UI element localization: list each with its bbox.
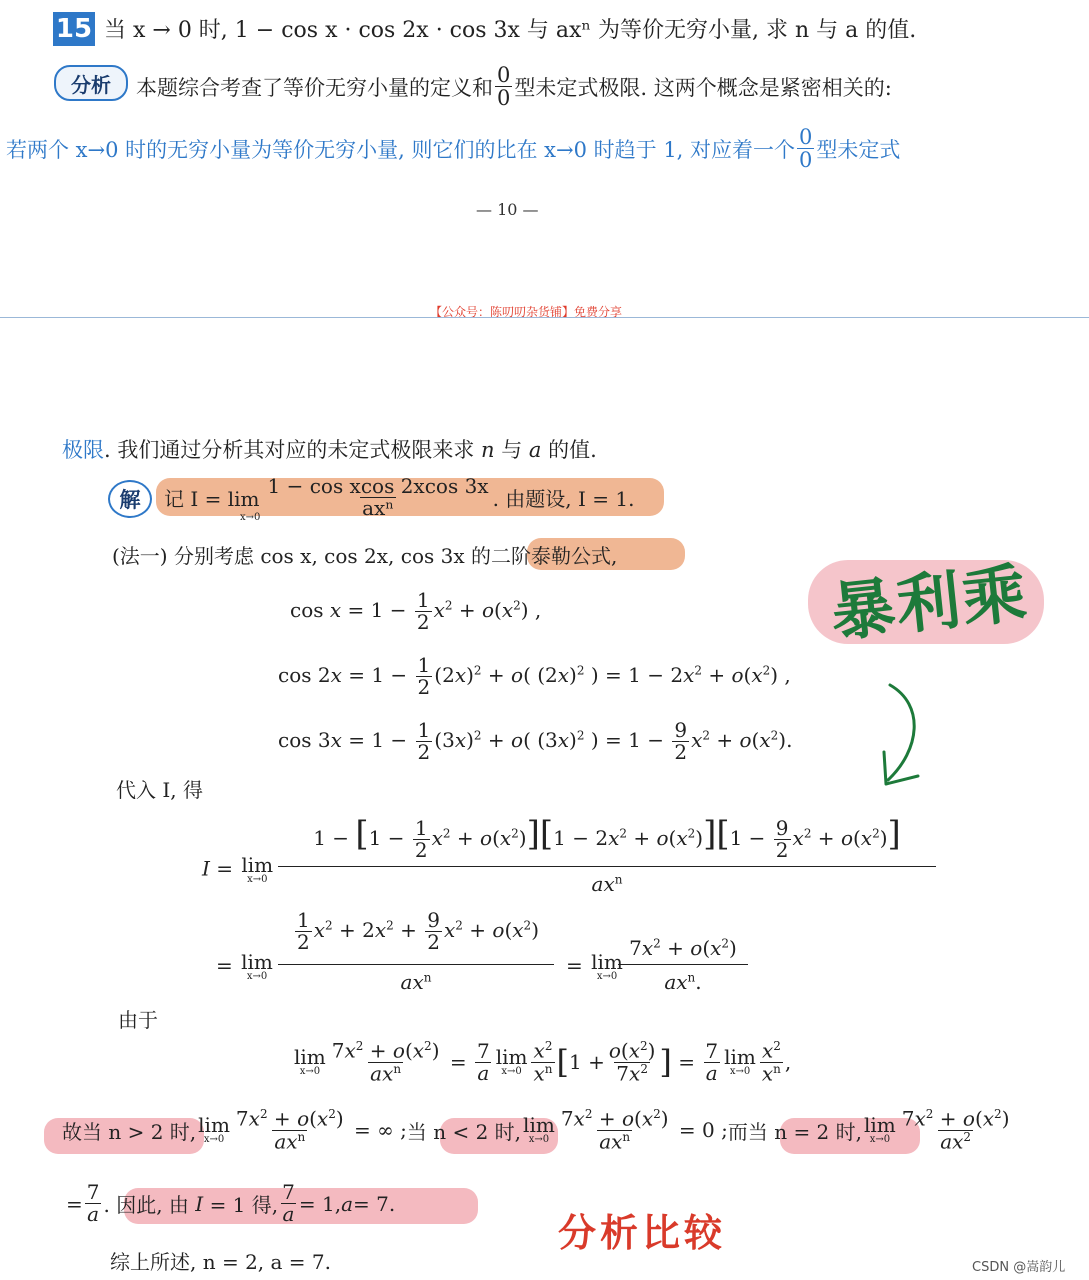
- frac-den: 0: [799, 148, 813, 173]
- line3-expression: lim x→0 $\frac{7x^2 + o(x^2)}{ax^n}$ = $\frac{7}{a}$ lim x→0 $\frac{x^2}{x^n}$ [ 1 + $\frac{o(x^2)}{7x^2}$ ] = $\frac{7}{a}$ lim x→0 $\frac{x^2}{x^n}$ ,: [294, 1038, 792, 1086]
- case2-text: 当 n < 2 时,: [406, 1119, 522, 1144]
- step2-rhs-num: $7x^2 + o(x^2)$: [629, 936, 737, 960]
- watermark: 【公众号：陈叨叨杂货铺】免费分享: [430, 305, 623, 319]
- step2-denominator: $ax^n$: [400, 970, 432, 994]
- taylor-cos-2x: cos 2x = 1 − $\frac{1}{2}$ $(2x)^2 + o$( $(2x)^2$ ) = $1 - 2x^2 + o(x^2)$ ,: [278, 653, 791, 699]
- method1-highlight-text: 二阶泰勒公式,: [490, 544, 618, 568]
- analysis-line-2-pre: 若两个 x→0 时的无穷小量为等价无穷小量, 则它们的比在 x→0 时趋于 1, 对应着一个: [6, 137, 796, 162]
- step2-rhs-lim: = lim x→0: [566, 950, 623, 982]
- step2-numerator: $\frac{1}{2}$ $x^2 + 2x^2$ + $\frac{9}{2}$ $x^2 + o(x^2)$: [297, 908, 539, 954]
- problem-statement: 当 x → 0 时, 1 − cos x · cos 2x · cos 3x 与 axⁿ 为等价无穷小量, 求 n 与 a 的值.: [104, 18, 917, 43]
- analysis-line-2-post: 型未定式: [816, 137, 901, 162]
- analysis-line-1-pre: 本题综合考查了等价无穷小量的定义和: [136, 75, 493, 100]
- big-fraction-denominator: $ax^n$: [591, 872, 623, 896]
- footer-credit: CSDN @嵩韵儿: [972, 1260, 1066, 1275]
- substitute-label: 代入 I, 得: [116, 778, 203, 802]
- solution-badge: 解: [108, 480, 152, 518]
- step2-rhs-bar: [618, 964, 748, 965]
- analysis-badge: 分析: [54, 65, 128, 101]
- frac-num: 0: [497, 63, 511, 87]
- case3-text: 而当 n = 2 时,: [727, 1119, 862, 1144]
- big-fraction-bar: [278, 866, 936, 867]
- definition-pre: 记 I = lim: [164, 487, 260, 511]
- definition-num: 1 − cos xcos 2xcos 3x: [267, 474, 489, 498]
- step2-lim: = lim x→0: [216, 950, 273, 982]
- method1-line: [112, 540, 617, 569]
- page-number: — 10 —: [476, 200, 539, 219]
- step2-rhs-den: $ax^n$.: [664, 970, 702, 994]
- definition-fraction: [266, 476, 491, 519]
- analysis-fraction-1: [495, 64, 512, 109]
- definition-den: axⁿ: [362, 496, 394, 520]
- page-divider: [0, 317, 1089, 318]
- problem-number-badge: 15: [53, 12, 95, 46]
- frac-num: 0: [799, 125, 813, 149]
- red-handwritten-note: 分析比较: [558, 1211, 727, 1255]
- frac-den: 0: [497, 86, 511, 111]
- continuation-visible: . 我们通过分析其对应的未定式极限来求 n 与 a 的值.: [104, 438, 597, 462]
- case2-result: = 0 ;: [678, 1118, 728, 1143]
- case1-text: 故当 n > 2 时,: [62, 1119, 197, 1144]
- summary-line: 综上所述, n = 2, a = 7.: [110, 1250, 331, 1274]
- analysis-line-2: [6, 126, 900, 171]
- method1-pre: (法一) 分别考虑 cos x, cos 2x, cos 3x 的: [112, 544, 491, 568]
- big-I-lim: I = lim x→0: [202, 853, 274, 885]
- taylor-cos-3x: cos 3x = 1 − $\frac{1}{2}$ $(3x)^2 + o$( $(3x)^2$ ) = 1 − $\frac{9}{2}$ $x^2 + o(x^2)$.: [278, 718, 793, 764]
- solution-definition: [164, 476, 634, 519]
- definition-post: . 由题设, I = 1.: [492, 487, 635, 511]
- conclusion-line: = $\frac{7}{a}$ . 因此, 由 I = 1 得, $\frac{7}{a}$ = 1, a = 7.: [66, 1180, 396, 1226]
- cases-line: 故当 n > 2 时, lim x→0 $\frac{7x^2 + o(x^2)}{ax^n}$ = ∞ ; 当 n < 2 时, lim x→0 $\frac{7x^2 + o(x^2)}{ax^n}$ = 0 ; 而当 n = 2 时, lim x→0 $\frac{7x^2 + o(x^2)}{ax^2}$: [62, 1106, 1010, 1154]
- because-label: 由于: [118, 1008, 158, 1032]
- analysis-line-1: [136, 64, 892, 109]
- continuation-text: [62, 434, 597, 464]
- green-arrow-icon: [870, 680, 940, 795]
- taylor-cos-x: cos x = 1 − $\frac{1}{2}$ $x^2 + o(x^2)$ ,: [290, 588, 542, 634]
- continuation-start: 极限: [62, 438, 104, 462]
- green-handwritten-note: 暴利乘: [827, 556, 1032, 652]
- analysis-fraction-2: [797, 126, 814, 171]
- analysis-line-1-post: 型未定式极限. 这两个概念是紧密相关的:: [514, 75, 892, 100]
- lim-subscript: x→0: [240, 512, 261, 523]
- step2-bar: [278, 964, 554, 965]
- big-fraction-numerator: 1 − [1 − $\frac{1}{2}$ $x^2 + o(x^2)][1 - 2x^2 + o(x^2)][1$ − $\frac{9}{2}$ $x^2 + o(x^2)$]: [313, 814, 901, 862]
- case1-result: = ∞ ;: [354, 1118, 407, 1143]
